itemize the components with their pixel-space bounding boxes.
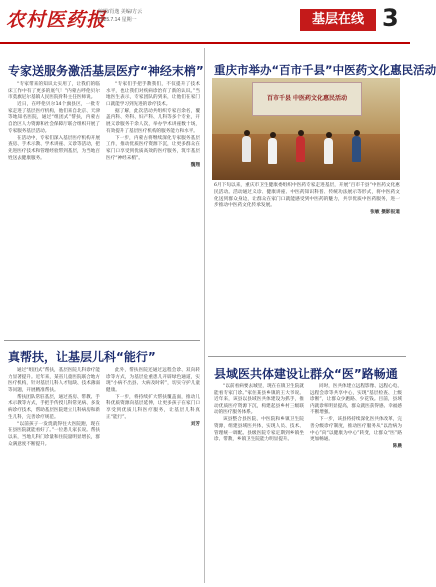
article-d-paragraph: 下一步，该县将持续深化医共体改革，完善分级诊疗制度，推动医疗服务从“以治病为中心”向“以健康为中心”转变，让群众“医”路更加畅通。 bbox=[310, 417, 402, 443]
photo-person bbox=[352, 136, 361, 162]
section-rule-right bbox=[208, 356, 406, 357]
article-c-paragraph: 下一步，将持续扩大帮扶覆盖面，推动儿科优质资源向基层延伸，让更多孩子在家门口享受到优质儿科医疗服务，让基层儿科真正“能行”。 bbox=[106, 394, 200, 420]
caption-text: 6月下旬以来，重庆市卫生健康委组织中医药专家走进基层，开展“百市千县”中医药文化惠民活动。活动通过义诊、健康讲座、中医药知识科普、传统功法展示等形式，将中医药文化送到群众身边，让群众在家门口就能感受到中医药的魅力，共享优质中医药服务，进一步推动中医药文化传承发展。 bbox=[214, 183, 400, 209]
article-a-paragraph: “专家带来的知识太实用了，让我们的临床工作中有了更多的底气！”内蒙古呼伦贝尔市莫旗尼尔基镇人民医院骨科主任医师说。 bbox=[8, 82, 100, 101]
article-d-byline: 陈晨 bbox=[392, 444, 402, 450]
article-c-headline: 真帮扶，让基层儿科“能行” bbox=[8, 350, 156, 364]
section-rule-left bbox=[4, 340, 200, 341]
article-b-headline: 重庆市举办“百市千县”中医药文化惠民活动 bbox=[214, 63, 436, 77]
column-divider bbox=[204, 48, 205, 583]
editor-line: 编辑/肖逸 美编/方云 bbox=[98, 9, 143, 15]
photo-person bbox=[268, 138, 277, 164]
article-a-byline: 魏翔 bbox=[190, 162, 200, 168]
section-label: 基层在线 bbox=[300, 9, 376, 31]
photo-person-head bbox=[354, 130, 360, 136]
page-number: 3 bbox=[382, 4, 399, 32]
photo-person bbox=[296, 136, 305, 162]
article-a-col-2 bbox=[106, 82, 200, 334]
article-c-byline: 刘芳 bbox=[190, 421, 200, 427]
article-d-paragraph: 同时，医共体建立远程影像、远程心电、远程会诊等共享中心，实现“基层检查、上级诊断”，让群众少跑路、少花钱。目前，县域内就诊率明显提高，群众就医获得感、幸福感不断增强。 bbox=[310, 384, 402, 416]
photo-person bbox=[242, 136, 251, 162]
newspaper-brand: 农村医药报 bbox=[6, 9, 107, 31]
masthead bbox=[0, 0, 410, 44]
photo-credit: 张敏 摄影报道 bbox=[370, 210, 400, 216]
photo-person-head bbox=[270, 132, 276, 138]
article-d-paragraph: “以前看病要去城里，现在在镇卫生院就能看专家门诊。”家住某县乡镇的王大爷说。近年来，该县以县域医共体建设为抓手，推动优质医疗资源下沉，构建起县乡村三级联动的医疗服务体系。 bbox=[214, 384, 304, 416]
photo-banner bbox=[252, 82, 362, 116]
article-a-paragraph: 在活动中，专家们深入基层医疗机构开展查房、手术示教、学术讲座、义诊等活动，把先进医疗技术和管理经验带到基层，为当地百姓送去健康服务。 bbox=[8, 135, 100, 161]
photo-person-head bbox=[326, 132, 332, 138]
article-c-paragraph: 帮扶团队常驻基层，通过查房、带教、手术示教等方式，手把手传授儿科常见病、多发病诊疗技术，帮助基层医院建立儿科病房和新生儿科，完善诊疗规范。 bbox=[8, 394, 100, 420]
article-c-col-2 bbox=[106, 368, 200, 583]
article-a-paragraph: 下一步，内蒙古将继续深化专家服务基层工作，推动优质医疗资源下沉，让更多群众在家门口享受到优质高效的医疗服务，筑牢基层医疗“神经末梢”。 bbox=[106, 135, 200, 161]
article-a-col-1 bbox=[8, 82, 100, 334]
article-d-headline: 县域医共体建设让群众“医”路畅通 bbox=[214, 367, 398, 381]
photo-banner-text: 百市千县 中医药文化惠民活动 bbox=[266, 95, 348, 102]
event-photo bbox=[212, 78, 400, 180]
article-a-paragraph: 据了解，此次活动共组织专家百余名，覆盖内科、外科、妇产科、儿科等多个专业，开展义诊服务千余人次，举办学术讲座数十场，有效提升了基层医疗机构的服务能力和水平。 bbox=[106, 108, 200, 134]
photo-stage bbox=[212, 134, 400, 180]
photo-person-head bbox=[298, 130, 304, 136]
article-a-headline: 专家送服务激活基层医疗“神经末梢” bbox=[8, 64, 204, 78]
date-line: 2025.7.14 星期一 bbox=[98, 17, 137, 23]
article-c-col-1 bbox=[8, 368, 100, 583]
article-c-paragraph: 通过“组团式”帮扶，基层医院儿科诊疗能力显著提升。近年来，某省儿童医院联合地方医疗机构，针对基层儿科人才短缺、技术薄弱等问题，开展精准帮扶。 bbox=[8, 368, 100, 393]
article-a-paragraph: “专家们手把手教我们，不仅提升了技术水平，也让我们对疾病诊治有了新的认识。”当地医生表示，专家团队的到来，让他们在家门口就能学习到先进的诊疗技术。 bbox=[106, 82, 200, 107]
article-c-paragraph: “以前孩子一发烧就得往大医院跑，现在在县医院就能看好了。”一位患儿家长说。帮扶以来，当地儿科门诊量和住院量明显增长，群众满意度不断提升。 bbox=[8, 421, 100, 447]
article-a-paragraph: 近日，在呼伦贝尔14个旗县区，一批专家走进了基层医疗机构，他们来自北京、天津等地知名医院，通过“组团式”帮扶，内蒙古自治区人力资源和社会保障厅联合组织开展了专家服务基层活动。 bbox=[8, 102, 100, 134]
article-c-paragraph: 此外，帮扶医院还通过远程会诊、双向转诊等方式，为基层危重患儿开辟绿色通道，实现“小病不出县、大病及时转”，切实守护儿童健康。 bbox=[106, 368, 200, 393]
issue-meta bbox=[98, 8, 142, 24]
article-d-col-2 bbox=[310, 384, 402, 583]
article-d-paragraph: 该县整合县医院、中医院和乡镇卫生院资源，组建县域医共体，实现人员、技术、管理统一调配。县级医院专家定期到乡镇坐诊、带教，乡镇卫生院能力明显提升。 bbox=[214, 417, 304, 443]
article-d-col-1 bbox=[214, 384, 304, 583]
photo-person bbox=[324, 138, 333, 164]
photo-person-head bbox=[244, 130, 250, 136]
photo-caption bbox=[214, 183, 400, 217]
